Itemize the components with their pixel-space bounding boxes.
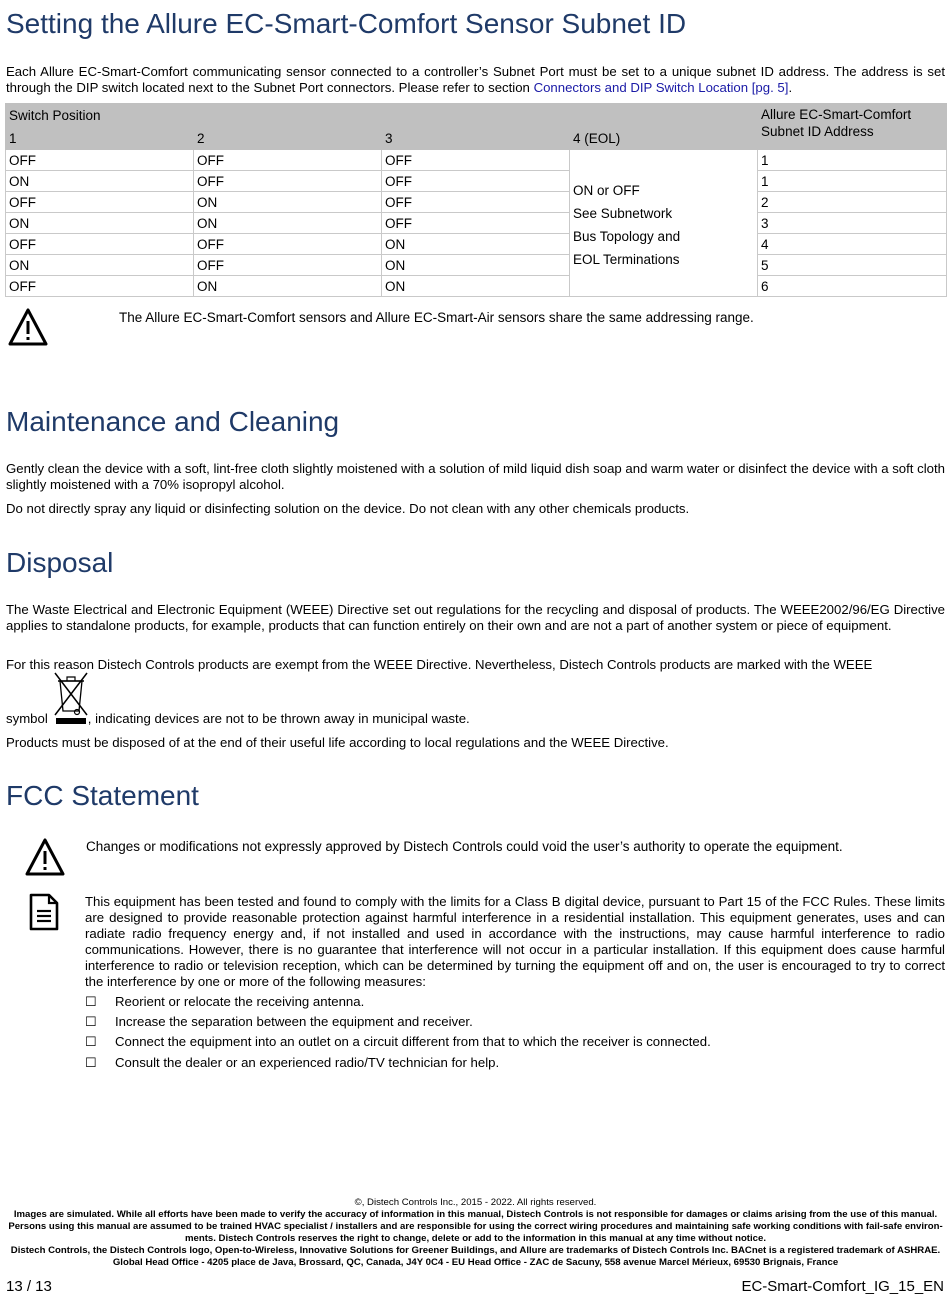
cell-s3: ON [382,234,570,255]
table-row [6,234,947,255]
cell-s3: OFF [382,150,570,171]
header-col-4: 4 (EOL) [570,127,758,150]
disposal-p3: Products must be disposed of at the end of their useful life according to local regulations and the WEEE Directive. [6,735,669,750]
cell-s1: OFF [6,276,194,297]
cell-s2: OFF [194,171,382,192]
disposal-p1: The Waste Electrical and Electronic Equipment (WEEE) Directive set out regulations for the recycling and disposal of products. The WEEE2002/96/EG Directive applies to standalone products, for example, products that can function entirely on their own and are not a part of another system or piece of equipment. [6,602,945,633]
eol-line-2 [573,202,754,225]
cell-s2: OFF [194,150,382,171]
checkbox-icon: ☐ [85,1034,97,1049]
switch-table [5,103,947,297]
cell-addr: 3 [758,213,947,234]
table-row [6,171,947,192]
eol-subnetwork: Subnetwork [600,206,673,221]
symbol-word: symbol [6,711,48,726]
warning-icon [7,307,49,352]
subnet-intro-end: . [788,80,793,95]
eol-line-1: ON or OFF [573,183,640,198]
cell-s1: OFF [6,234,194,255]
subnet-intro [6,64,945,96]
table-row [6,255,947,276]
header-subnet-address: Allure EC-Smart-Comfort Subnet ID Address [758,104,947,150]
eol-see: See [573,206,601,221]
cell-s1: ON [6,255,194,276]
measure-text: Connect the equipment into an outlet on a circuit different from that to which the receiver is connected. [115,1034,711,1049]
cell-s3: OFF [382,213,570,234]
header-col-2: 2 [194,127,382,150]
maintenance-p1: Gently clean the device with a soft, lint-free cloth slightly moistened with a solution of mild liquid dish soap and warm water or disinfect the device with a soft cloth slightly moistened with a 70% isopropyl alcohol. [6,461,945,492]
list-item [85,1055,499,1071]
subnet-title: Setting the Allure EC-Smart-Comfort Sensor Subnet ID [6,8,687,39]
maintenance-title: Maintenance and Cleaning [6,406,340,437]
cell-addr: 2 [758,192,947,213]
header-switch-position: Switch Position [6,104,758,127]
disposal-title: Disposal [6,547,114,578]
measure-text: Reorient or relocate the receiving antenna. [115,994,365,1009]
cell-s2: ON [194,213,382,234]
cell-s1: ON [6,213,194,234]
document-id: EC-Smart-Comfort_IG_15_EN [741,1278,944,1295]
copyright: ©, Distech Controls Inc., 2015 - 2022. All rights reserved. [354,1197,597,1208]
list-item [85,1034,711,1050]
document-icon [28,893,60,936]
cell-s1: OFF [6,150,194,171]
cell-s2: ON [194,276,382,297]
cell-addr: 4 [758,234,947,255]
cell-s2: OFF [194,234,382,255]
checkbox-icon: ☐ [85,1055,97,1070]
disclaimer-2: Persons using this manual are assumed to be trained HVAC specialist / installers and are responsible for using the correct wiring procedures and maintaining safe working conditions with fail-safe environ- [8,1221,943,1232]
table-row [6,276,947,297]
fcc-warning: Changes or modifications not expressly approved by Distech Controls could void the user’s authority to operate the equipment. [86,839,843,854]
cell-addr: 1 [758,150,947,171]
fcc-title: FCC Statement [6,780,199,811]
fcc-statement: This equipment has been tested and found to comply with the limits for a Class B digital device, pursuant to Part 15 of the FCC Rules. These limits are designed to provide reasonable protection against harmful interference in a residential installation. This equipment generates, uses and can radiate radio frequency energy and, if not installed and used in accordance with the instructions, may cause harmful interference to radio communications. However, there is no guarantee that interference will not occur in a particular installation. If this equipment does cause harmful interference to radio or television reception, which can be determined by turning the equipment off and on, the user is encouraged to try to correct the interference by one or more of the following measures: [85,894,945,989]
cell-s3: OFF [382,171,570,192]
cell-s2: OFF [194,255,382,276]
measure-text: Increase the separation between the equipment and receiver. [115,1014,473,1029]
subnet-intro-text: Each Allure EC-Smart-Comfort communicating sensor connected to a controller’s Subnet Port must be set to a unique subnet ID address. The address is set through the DIP switch located next to the Subnet Port connectors. Please refer to section [6,64,945,95]
cell-s1: ON [6,171,194,192]
disposal-p2: For this reason Distech Controls products are exempt from the WEEE Directive. Nevertheless, Distech Controls products are marked with the WEEE [6,657,873,672]
header-col-3: 3 [382,127,570,150]
cell-s3: ON [382,255,570,276]
cell-s1: OFF [6,192,194,213]
cell-eol [570,150,758,297]
table-row [6,150,947,171]
header-col-1: 1 [6,127,194,150]
cell-s2: ON [194,192,382,213]
cell-s3: OFF [382,192,570,213]
symbol-trailing-text: , indicating devices are not to be thrown away in municipal waste. [87,711,470,726]
list-item [85,1014,473,1030]
table-row [6,192,947,213]
eol-line-3: Bus Topology and [573,229,681,244]
cell-addr: 1 [758,171,947,192]
legal-footer [6,1197,945,1269]
trademarks: Distech Controls, the Distech Controls logo, Open-to-Wireless, Innovative Solutions for Greener Buildings, and Allure are trademarks of Distech Controls Inc. BACnet is a registered trademark of ASHRAE. [10,1245,941,1256]
checkbox-icon: ☐ [85,1014,97,1029]
measure-text: Consult the dealer or an experienced radio/TV technician for help. [115,1055,500,1070]
page-number: 13 / 13 [6,1278,52,1295]
connectors-link[interactable]: Connectors and DIP Switch Location [pg. 5] [533,80,789,95]
disposal-p2-end [6,711,470,727]
cell-addr: 6 [758,276,947,297]
cell-s3: ON [382,276,570,297]
table-row [6,213,947,234]
head-office: Global Head Office - 4205 place de Java, Brossard, QC, Canada, J4Y 0C4 - EU Head Office - ZAC de Sacuny, 558 avenue Marcel Mérieux, 69530 Brignais, France [112,1257,839,1268]
warning-icon [24,837,66,882]
cell-addr: 5 [758,255,947,276]
addressing-note: The Allure EC-Smart-Comfort sensors and Allure EC-Smart-Air sensors share the same addressing range. [119,310,754,325]
eol-line-4: EOL Terminations [573,252,680,267]
list-item [85,994,364,1010]
disclaimer-1: Images are simulated. While all efforts have been made to verify the accuracy of information in this manual, Distech Controls is not responsible for damages or claims arising from the use of this manual. [13,1209,938,1220]
checkbox-icon: ☐ [85,994,97,1009]
disclaimer-3: ments. Distech Controls reserves the right to change, delete or add to the information in this manual at any time without notice. [184,1233,767,1244]
maintenance-p2: Do not directly spray any liquid or disinfecting solution on the device. Do not clean with any other chemicals products. [6,501,690,516]
